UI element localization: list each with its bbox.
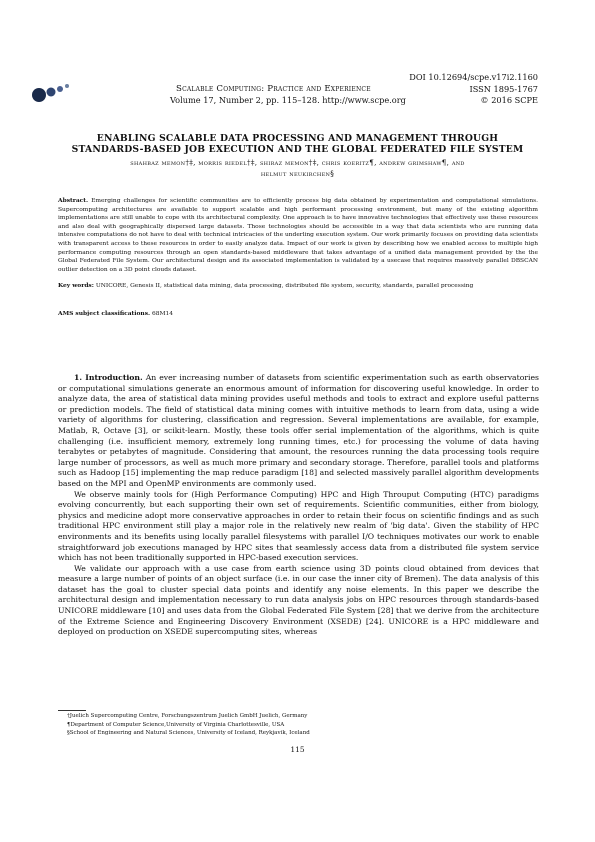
section-heading: 1. Introduction. <box>74 373 143 382</box>
abstract <box>58 197 538 274</box>
footnote: ¶Department of Computer Science,University of Virginia Charlottesville, USA <box>67 721 285 728</box>
doi-line: DOI 10.12694/scpe.v17i2.1160 <box>409 72 538 82</box>
body-text <box>58 373 539 638</box>
paragraph: We observe mainly tools for (High Performance Computing) HPC and High Throuput Computing (HTC) paradigms evolving concurrently, but each supporting their own set of requirements. Scientific communities, either from biology, physics and medicine adopt more conservative approaches in order to retain their focus on scientific findings and as such traditional HPC environment still play a major role in the relatively new realm of 'big data'. Given the stability of HPC environments and its benefits using locally parallel filesystems with parallel I/O techniques motivates our work to enable straightforward job executions managed by HPC sites that seamlessly access data from a distributed file system service which has not been traditionally supported in HPC-based execution services. <box>58 489 539 563</box>
ams-label: AMS subject classifications. <box>58 310 151 317</box>
keywords <box>58 282 538 291</box>
page-number: 115 <box>290 745 305 754</box>
paper-title: ENABLING SCALABLE DATA PROCESSING AND MANAGEMENT THROUGH STANDARDS-BASED JOB EXECUTION AND THE GLOBAL FEDERATED FILE SYSTEM <box>71 133 524 155</box>
footnotes <box>58 712 538 738</box>
journal-logo-icon <box>30 80 74 104</box>
abstract-text: Emerging challenges for scientific communities are to efficiently process big data obtained by experimentation and computational simulations. Supercomputing architectures are available to support scalable and high performant processing environment, but many of the existing algorithm implementations are still unable to cope with its architectural complexity. One approach is to have innovative technologies that effectively use these resources and also deal with geographically dispersed large datasets. Those technologies should be accessible in a way that data scientists who are running data intensive computations do not have to deal with technical intricacies of the underling execution system. Our work primarily focuses on providing data scientists with transparent access to these resources in order to easily analyze data. Impact of our work is given by describing how we enabled access to multiple high performance computing resources through an open standards-based middleware that takes advantage of a unified data management provided by the the Global Federated File System. Our architectural design and its associated implementation is validated by a usecase that requires massively parallel DBSCAN outlier detection on a 3D point clouds dataset. <box>58 198 539 273</box>
keywords-label: Key words: <box>58 282 94 289</box>
issn: ISSN 1895-1767 <box>469 84 538 94</box>
copyright: © 2016 SCPE <box>480 95 538 105</box>
abstract-label: Abstract. <box>58 197 89 204</box>
footnote: §School of Engineering and Natural Sciences, University of Iceland, Reykjavik, Iceland <box>67 730 310 737</box>
footnote-rule <box>58 710 86 711</box>
keywords-text: UNICORE, Genesis II, statistical data mining, data processing, distributed file system, security, standards, parallel processing <box>95 283 474 289</box>
paragraph: 1. Introduction. An ever increasing number of datasets from scientific experimentation such as earth observatories or computational simulations generate an enormous amount of information for discovering useful knowledge. In order to analyze data, the area of statistical data mining provides useful methods and tools to extract and explore useful patterns or prediction models. The field of statistical data mining comes with intuitive methods to learn from data, using a wide variety of algorithms for clustering, classification and regression. Several implementations are available, for example, Matlab, R, Octave [3], or scikit-learn. Mostly, these tools offer serial implementation of the algorithms, which is quite challenging (i.e. insufficient memory, extremely long running times, etc.) for processing the volume of data having terabytes or petabytes of magnitude. Considering that amount, the resources running the data processing tools require large number of processors, as well as much more primary and secondary storage. Therefore, parallel tools and platforms such as Hadoop [15] implementing the map reduce paradigm [18] and selected massively parallel algorithm developments based on the MPI and OpenMP environments are commonly used. <box>58 373 539 488</box>
ams-classification <box>58 310 538 319</box>
ams-text: 68M14 <box>151 311 173 317</box>
paragraph: We validate our approach with a use case from earth science using 3D points cloud obtained from devices that measure a large number of points of an object surface (i.e. in our case the inner city of Bremen). The data analysis of this dataset has the goal to cluster special data points and identify any noise elements. In this paper we describe the architectural design and implementation necessary to run data analysis jobs on HPC resources through standards-based UNICORE middleware [10] and uses data from the Global Federated File System [28] that we derive from the architecture of the Extreme Science and Engineering Discovery Environment (XSEDE) [24]. UNICORE is a HPC middleware and deployed on production on XSEDE supercomputing sites, whereas <box>58 563 539 637</box>
author-list: shahbaz memon†‡, morris riedel†‡, shiraz memon†‡, chris koeritz¶, andrew grimshaw¶, and helmut neukirchen§ <box>130 158 465 178</box>
footnote: †Juelich Supercomputing Centre, Forschungszentrum Juelich GmbH Juelich, Germany <box>67 713 308 719</box>
journal-name: Scalable Computing: Practice and Experience <box>176 84 371 94</box>
volume-line: Volume 17, Number 2, pp. 115–128. http://www.scpe.org <box>170 95 406 105</box>
